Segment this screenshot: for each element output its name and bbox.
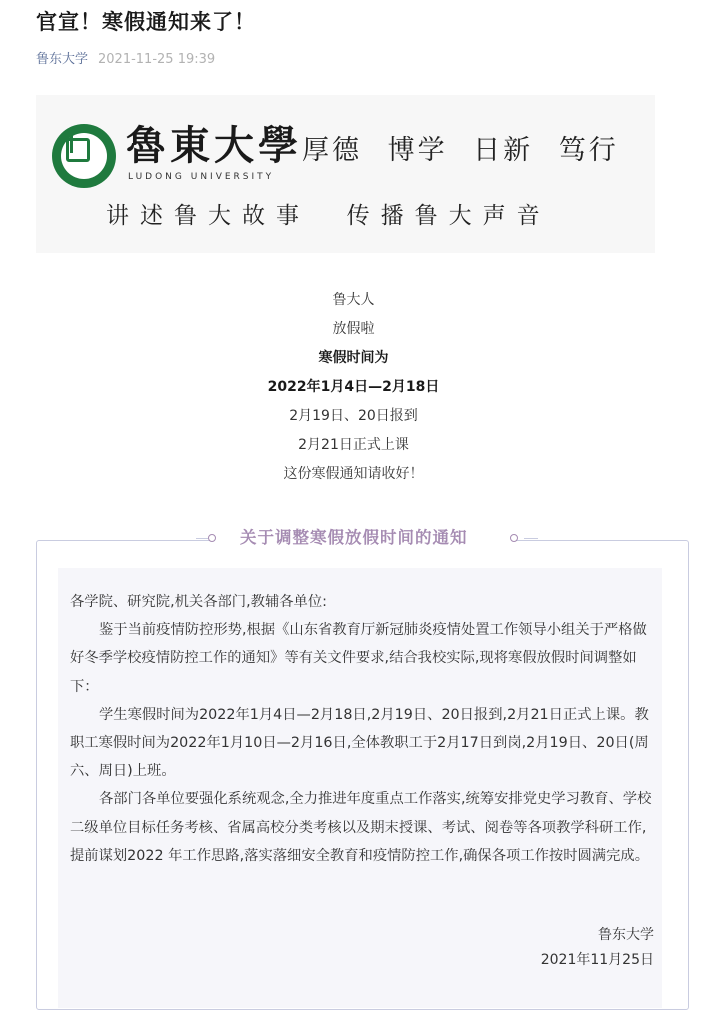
author-link[interactable]: 鲁东大学: [36, 52, 89, 67]
notice-signature: 鲁东大学: [598, 927, 654, 943]
university-logo-icon: [52, 124, 116, 188]
heading-rule-left: [196, 538, 208, 539]
notice-paragraph: 鉴于当前疫情防控形势,根据《山东省教育厅新冠肺炎疫情处置工作领导小组关于严格做好冬季学校疫情防控工作的通知》等有关文件要求,结合我校实际,现将寒假放假时间调整如下：: [70, 622, 647, 695]
heading-rule-right: [524, 538, 538, 539]
intro-line: 2月21日正式上课: [298, 437, 409, 453]
intro-line: 鲁大人: [332, 292, 375, 308]
intro-line: 放假啦: [332, 321, 375, 337]
notice-sign-date: 2021年11月25日: [540, 952, 654, 968]
intro-line: 2022年1月4日—2月18日: [267, 379, 440, 395]
brand-name-en: LUDONG UNIVERSITY: [128, 172, 275, 182]
notice-heading: 关于调整寒假放假时间的通知: [240, 528, 468, 547]
heading-dot-right: [510, 534, 518, 542]
university-motto: 厚德 博学 日新 笃行: [302, 135, 619, 166]
intro-line: 2月19日、20日报到: [289, 408, 418, 424]
intro-line: 这份寒假通知请收好！: [283, 466, 424, 482]
banner-slogan: 讲述鲁大故事 传播鲁大声音: [106, 203, 551, 229]
notice-salutation: 各学院、研究院,机关各部门,教辅各单位:: [70, 594, 327, 610]
notice-paragraph: 各部门各单位要强化系统观念,全力推进年度重点工作落实,统筹安排党史学习教育、学校二级单位目标任务考核、省属高校分类考核以及期末授课、考试、阅卷等各项教学科研工作,提前谋划2022 年工作思路,落实落细安全教育和疫情防控工作,确保各项工作按时圆满完成。: [70, 791, 652, 864]
article-title: 官宣！寒假通知来了！: [36, 10, 256, 34]
intro-line: 寒假时间为: [318, 350, 389, 366]
article-meta: [36, 48, 215, 67]
intro-lines: [0, 286, 707, 489]
brand-name-cn: 魯東大學: [126, 122, 302, 169]
notice-body: [70, 588, 660, 870]
notice-paragraph: 学生寒假时间为2022年1月4日—2月18日,2月19日、20日报到,2月21日正式上课。教职工寒假时间为2022年1月10日—2月16日,全体教职工于2月17日到岗,2月19日、20日(周六、周日)上班。: [70, 706, 649, 780]
publish-date: 2021-11-25 19:39: [98, 52, 216, 67]
heading-dot-left: [208, 534, 216, 542]
